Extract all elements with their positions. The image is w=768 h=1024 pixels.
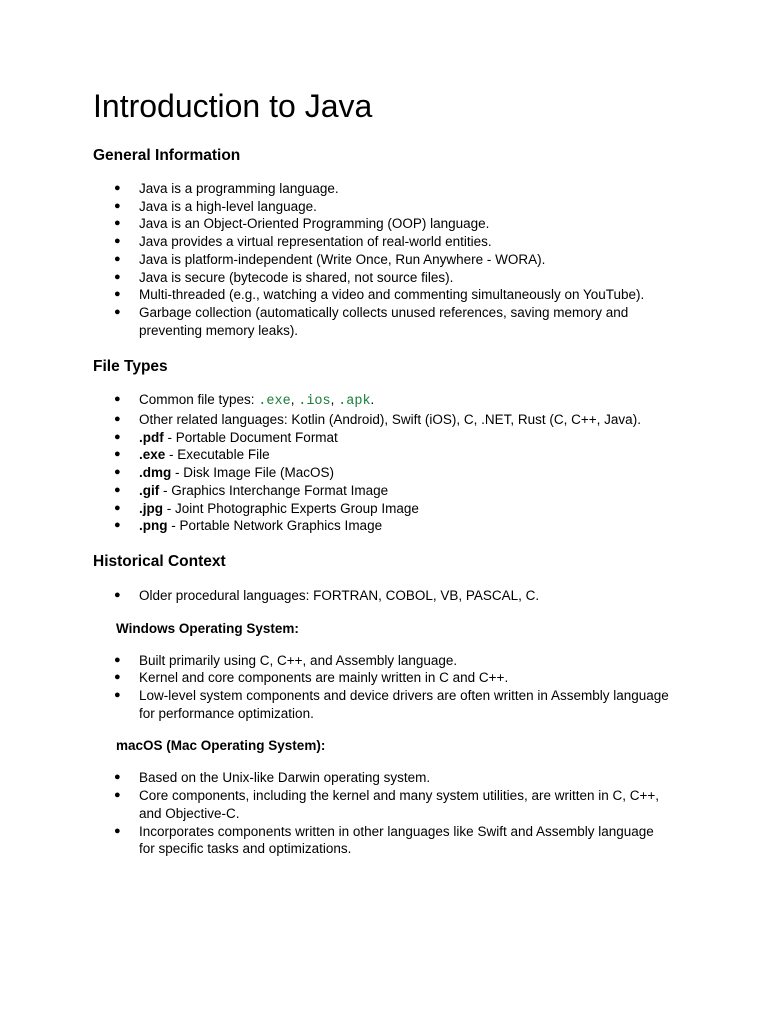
list-item: ● Core components, including the kernel and many system utilities, are written in C, C++, and Objective-C.	[93, 787, 673, 822]
list-item: ● Low-level system components and device drivers are often written in Assembly language for performance optimization.	[93, 687, 673, 722]
macos-list	[93, 769, 673, 858]
format-ext: .gif	[139, 482, 160, 498]
general-info-list	[93, 180, 673, 339]
section-heading-historical-context: Historical Context	[93, 552, 226, 570]
list-item: ● Java provides a virtual representation of real-world entities.	[93, 233, 673, 251]
list-item: ● Based on the Unix-like Darwin operating system.	[93, 769, 673, 787]
format-ext: .exe	[139, 447, 166, 463]
separator: ,	[290, 392, 299, 408]
common-suffix: .	[370, 392, 375, 408]
format-desc: - Portable Network Graphics Image	[167, 518, 383, 534]
list-item: ● Java is an Object-Oriented Programming (OOP) language.	[93, 215, 673, 233]
code-ios: .ios	[298, 394, 331, 410]
list-item-format	[93, 429, 673, 447]
list-item-related-languages: ● Other related languages: Kotlin (Android), Swift (iOS), C, .NET, Rust (C, C++, Java).	[93, 411, 673, 429]
windows-list	[93, 652, 673, 723]
format-desc: - Graphics Interchange Format Image	[159, 482, 389, 498]
list-item: ● Multi-threaded (e.g., watching a video and commenting simultaneously on YouTube).	[93, 286, 673, 304]
list-item-format	[93, 517, 673, 535]
file-types-list	[93, 391, 673, 535]
list-item: ● Java is a high-level language.	[93, 198, 673, 216]
list-item-format	[93, 446, 673, 464]
list-item: ● Built primarily using C, C++, and Assembly language.	[93, 652, 673, 670]
format-ext: .png	[139, 518, 168, 534]
list-item-common-file-types	[93, 391, 673, 411]
section-heading-file-types: File Types	[93, 358, 168, 376]
section-heading-general: General Information	[93, 147, 241, 164]
common-prefix: Common file types:	[139, 392, 259, 408]
format-desc: - Joint Photographic Experts Group Image	[163, 500, 419, 516]
format-desc: - Executable File	[165, 447, 270, 463]
format-ext: .dmg	[139, 465, 172, 481]
list-item: ● Kernel and core components are mainly written in C and C++.	[93, 669, 673, 687]
historical-context-list	[93, 587, 673, 605]
format-desc: - Disk Image File (MacOS)	[171, 465, 335, 481]
list-item-format	[93, 482, 673, 500]
list-item: ● Java is a programming language.	[93, 180, 673, 198]
list-item-format	[93, 500, 673, 518]
list-item: ● Older procedural languages: FORTRAN, COBOL, VB, PASCAL, C.	[93, 587, 673, 605]
format-desc: - Portable Document Format	[163, 429, 338, 445]
list-item: ● Java is secure (bytecode is shared, not source files).	[93, 269, 673, 287]
subheading-windows: Windows Operating System:	[116, 620, 299, 636]
format-ext: .pdf	[139, 429, 164, 445]
separator: ,	[330, 392, 339, 408]
list-item: ● Java is platform-independent (Write Once, Run Anywhere - WORA).	[93, 251, 673, 269]
subheading-macos: macOS (Mac Operating System):	[116, 738, 326, 754]
list-item: ● Incorporates components written in other languages like Swift and Assembly language for specific tasks and optimizations.	[93, 823, 673, 858]
format-ext: .jpg	[139, 500, 163, 516]
list-item-format	[93, 464, 673, 482]
page-title: Introduction to Java	[93, 88, 373, 124]
code-apk: .apk	[338, 394, 371, 410]
code-exe: .exe	[258, 394, 291, 410]
list-item: ● Garbage collection (automatically collects unused references, saving memory and preventing memory leaks).	[93, 304, 673, 339]
